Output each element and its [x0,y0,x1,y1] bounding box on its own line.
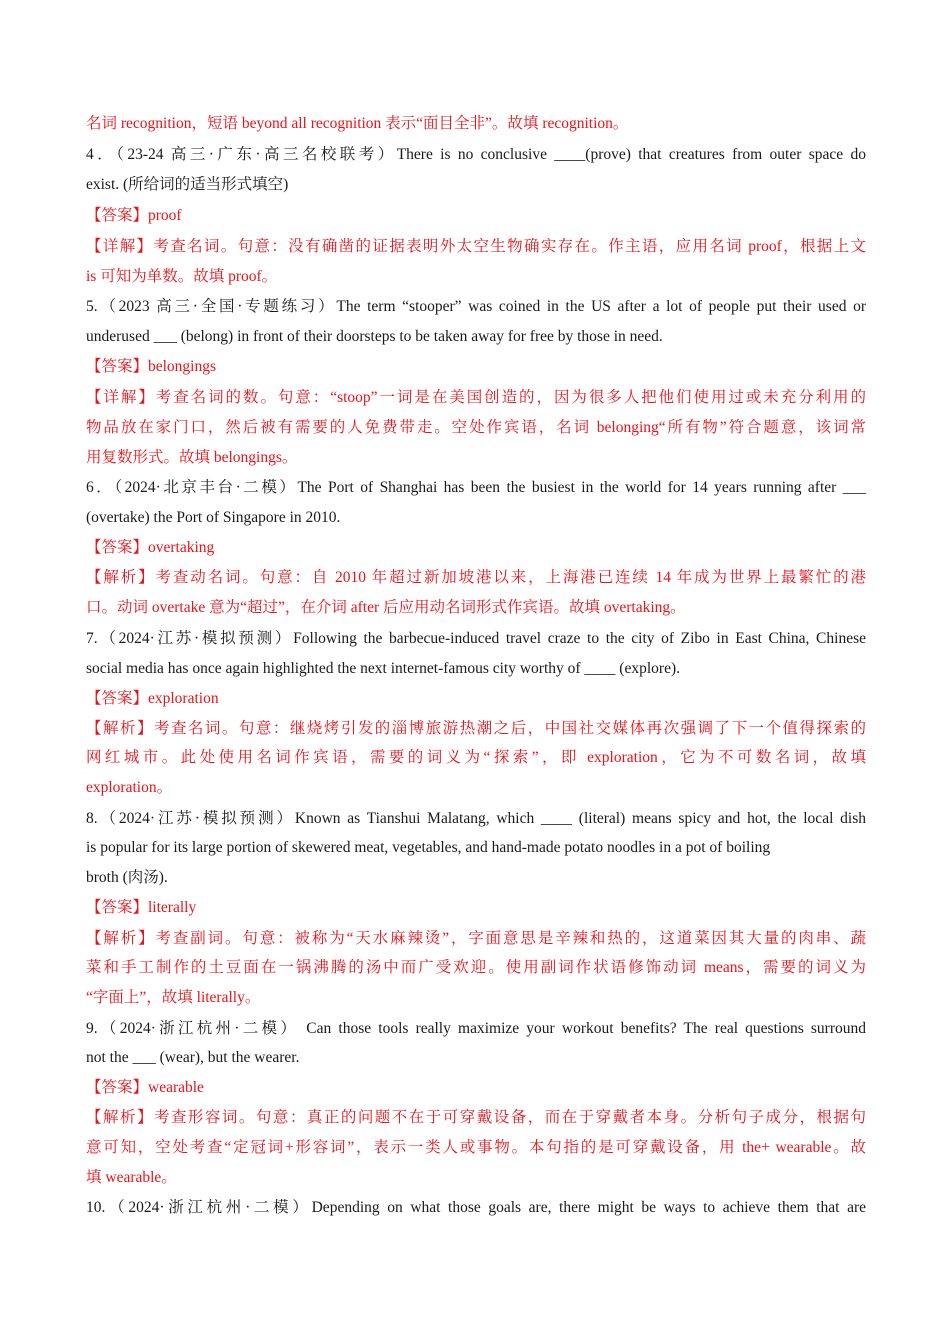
answer-6: 【答案】overtaking [86,539,215,556]
question-6-line-2: (overtake) the Port of Singapore in 2010. [86,509,341,526]
q3-explanation-end: 名词 recognition，短语 beyond all recognition 表示“面目全非”。故填 recognition。 [86,115,629,132]
question-7-line-1: 7.（2024·江苏·模拟预测）Following the barbecue-induced travel craze to the city of Zibo in East China, Chinese [86,630,866,647]
explanation-7-line-1: 【解析】考查名词。句意：继烧烤引发的淄博旅游热潮之后，中国社交媒体再次强调了下一个值得探索的 [86,720,866,737]
explanation-5-line-3: 用复数形式。故填 belongings。 [86,449,298,466]
explanation-8-line-2: 菜和手工制作的土豆面在一锅沸腾的汤中而广受欢迎。使用副词作状语修饰动词 means，需要的词义为 [86,959,866,976]
explanation-4-line-1: 【详解】考查名词。句意：没有确凿的证据表明外太空生物确实存在。作主语，应用名词 proof，根据上文 [86,238,866,255]
answer-9: 【答案】wearable [86,1079,204,1096]
explanation-9-line-1: 【解析】考查形容词。句意：真正的问题不在于可穿戴设备，而在于穿戴者本身。分析句子成分，根据句 [86,1109,866,1126]
question-5-line-1: 5.（2023 高三·全国·专题练习）The term “stooper” was coined in the US after a lot of people put their used or [86,298,866,315]
question-4-line-1: 4．（23-24 高三·广东·高三名校联考）There is no conclusive ____(prove) that creatures from outer space do [86,146,866,163]
answer-7: 【答案】exploration [86,690,219,707]
question-10-line-1: 10.（2024·浙江杭州·二模）Depending on what those goals are, there might be ways to achieve them that are [86,1199,866,1216]
question-9-line-1: 9.（2024·浙江杭州·二模） Can those tools really maximize your workout benefits? The real questions surround [86,1020,866,1037]
answer-5: 【答案】belongings [86,358,217,375]
question-4-line-2: exist. (所给词的适当形式填空) [86,176,289,193]
answer-8: 【答案】literally [86,899,197,916]
question-8-line-1: 8.（2024·江苏·模拟预测）Known as Tianshui Malatang, which ____ (literal) means spicy and hot, the local dish [86,810,866,827]
explanation-7-line-3: exploration。 [86,779,173,796]
explanation-9-line-3: 填 wearable。 [86,1169,177,1186]
explanation-5-line-2: 物品放在家门口，然后被有需要的人免费带走。空处作宾语，名词 belonging“所有物”符合题意，该词常 [86,419,866,436]
explanation-8-line-3: “字面上”，故填 literally。 [86,989,261,1006]
explanation-4-line-2: is 可知为单数。故填 proof。 [86,268,278,285]
question-8-line-2: is popular for its large portion of skewered meat, vegetables, and hand-made potato noodles in a pot of boiling [86,839,771,856]
explanation-6-line-2: 口。动词 overtake 意为“超过”，在介词 after 后应用动名词形式作宾语。故填 overtaking。 [86,599,686,616]
explanation-7-line-2: 网红城市。此处使用名词作宾语，需要的词义为“探索”，即 exploration，它为不可数名词，故填 [86,749,866,766]
question-7-line-2: social media has once again highlighted the next internet-famous city worthy of ____ (explore). [86,660,680,677]
explanation-9-line-2: 意可知，空处考查“定冠词+形容词”，表示一类人或事物。本句指的是可穿戴设备，用 the+ wearable。故 [86,1139,866,1156]
explanation-5-line-1: 【详解】考查名词的数。句意：“stoop”一词是在美国创造的，因为很多人把他们使用过或未充分利用的 [86,389,866,406]
question-9-line-2: not the ___ (wear), but the wearer. [86,1049,300,1066]
question-6-line-1: 6．（2024·北京丰台·二模）The Port of Shanghai has been the busiest in the world for 14 years running after ___ [86,479,866,496]
answer-4: 【答案】proof [86,207,182,224]
question-5-line-2: underused ___ (belong) in front of their doorsteps to be taken away for free by those in need. [86,328,663,345]
explanation-6-line-1: 【解析】考查动名词。句意：自 2010 年超过新加坡港以来，上海港已连续 14 年成为世界上最繁忙的港 [86,569,866,586]
explanation-8-line-1: 【解析】考查副词。句意：被称为“天水麻辣烫”，字面意思是辛辣和热的，这道菜因其大量的肉串、蔬 [86,930,866,947]
question-8-line-3: broth (肉汤). [86,869,168,886]
